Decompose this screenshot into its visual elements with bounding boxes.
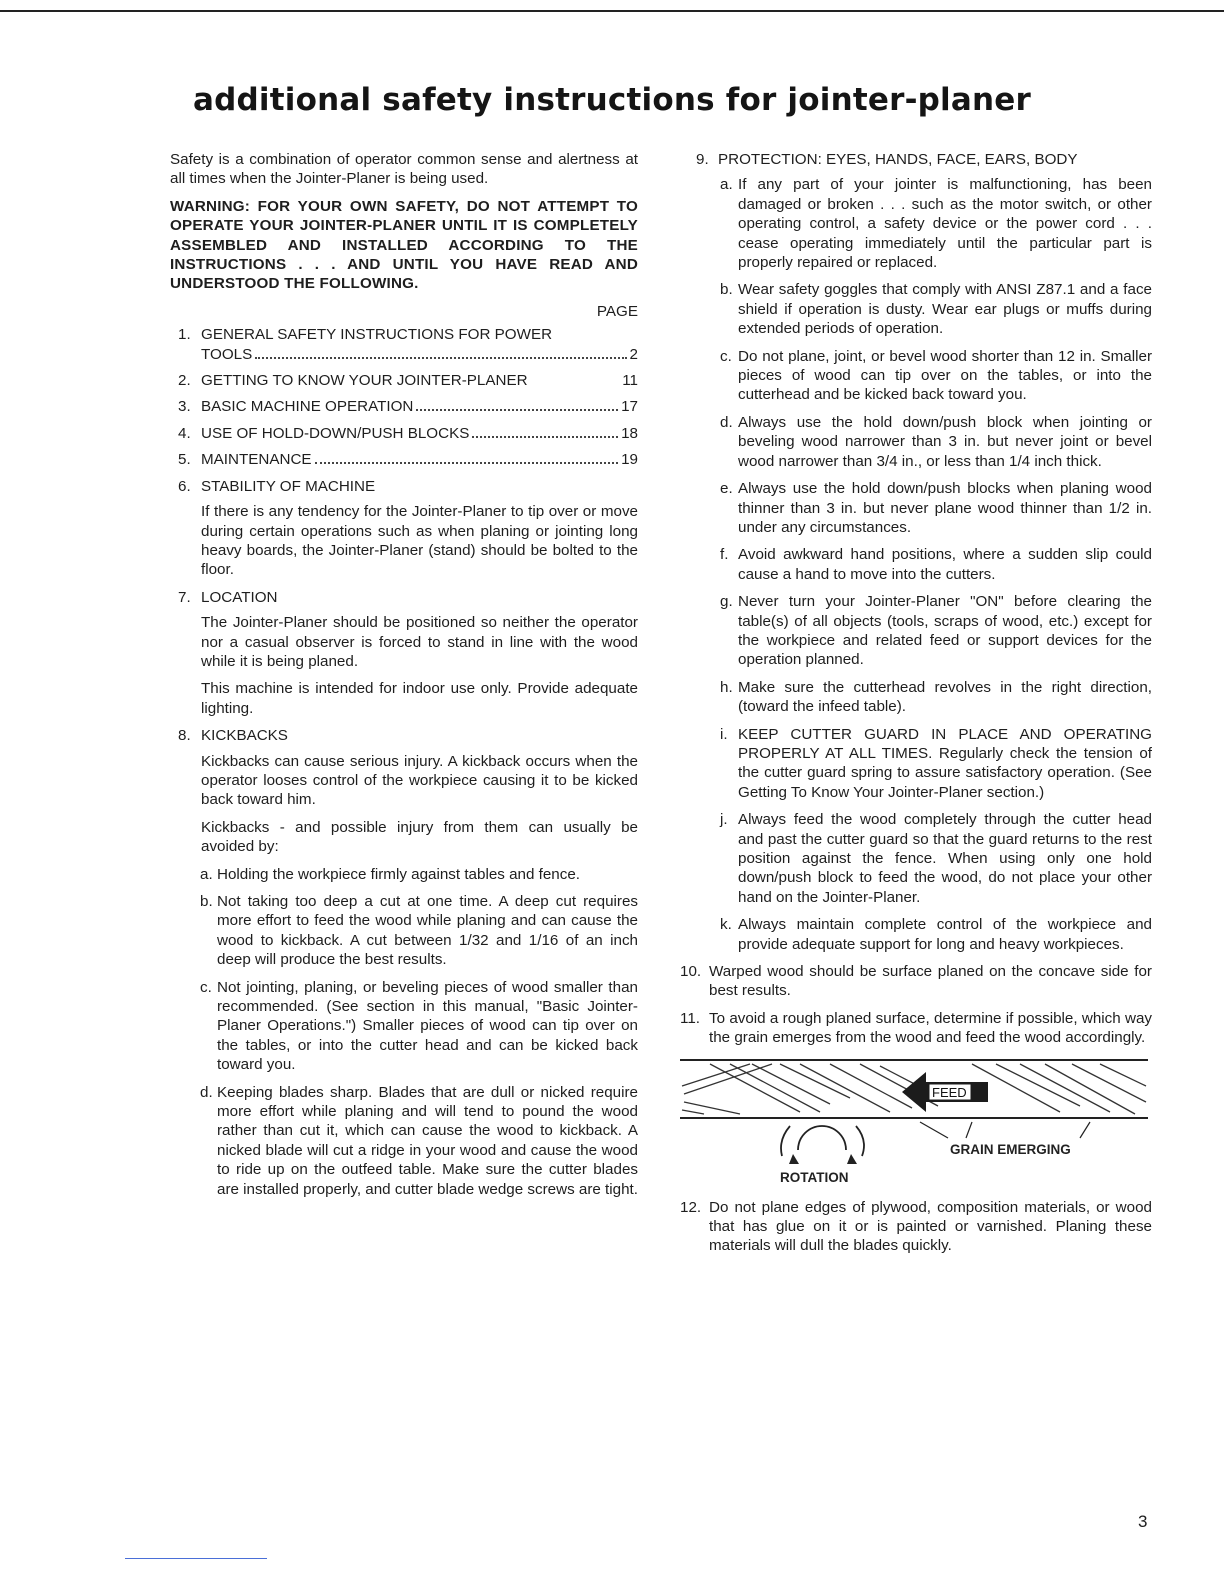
page-number: 3 <box>1138 1512 1148 1531</box>
item-text: Not taking too deep a cut at one time. A deep cut requires more effort to feed the wood while planing and can cause the wood to kickback. A cut between 1/32 and 1/16 of an inch deep will produce the best results. <box>217 893 638 969</box>
section-number: 6. <box>178 477 191 495</box>
item-text: Keeping blades sharp. Blades that are dull or nicked require more effort while planing and will tend to pound the wood rather than cut it, which can cause the wood to kickback. A nicked blade will cut a ridge in your wood and cause the wood to ride up on the outfeed table. Make sure the cutter blades are installed properly, and cutter blade wedge screws are tight. <box>217 1083 638 1198</box>
list-item <box>680 479 1152 537</box>
list-item <box>170 1083 638 1199</box>
footer-link-underline <box>125 1558 267 1559</box>
toc-row <box>170 424 638 443</box>
right-column <box>680 150 1152 1264</box>
list-item <box>680 810 1152 907</box>
numbered-item-12 <box>680 1198 1152 1256</box>
item-letter: i. <box>720 725 728 743</box>
item-letter: g. <box>720 593 733 611</box>
item-letter: e. <box>720 480 733 498</box>
toc-number: 3. <box>178 398 191 416</box>
list-item <box>680 678 1152 717</box>
item-text: KEEP CUTTER GUARD IN PLACE AND OPERATING PROPERLY AT ALL TIMES. Regularly check the tension of the cutter guard spring to assure satisfactory operation. (See Getting To Know Your Jointer-Planer section.) <box>738 725 1152 801</box>
list-item <box>680 545 1152 584</box>
left-column <box>170 150 638 1207</box>
numbered-item-11 <box>680 1009 1152 1048</box>
item-number: 11. <box>680 1009 700 1027</box>
toc-number: 5. <box>178 451 191 469</box>
kickbacks-body-2: Kickbacks - and possible injury from them can usually be avoided by: <box>201 818 638 856</box>
section-heading-protection <box>680 150 1152 169</box>
toc-row <box>170 325 638 364</box>
table-of-contents <box>170 325 638 469</box>
item-number: 10. <box>680 963 702 981</box>
item-text: Never turn your Jointer-Planer "ON" before clearing the table(s) of all objects (tools, scraps of wood, etc.) except for the workpiece and related feed or support devices for the operation planned. <box>738 593 1152 669</box>
list-item <box>170 865 638 884</box>
toc-row <box>170 450 638 469</box>
toc-line <box>201 397 638 416</box>
item-text: Always feed the wood completely through the cutter head and past the cutter guard so that the guard returns to the rest position against the fence. When using only one hold down/push block to feed the wood, do not place your other hand on the Jointer-Planer. <box>738 811 1152 906</box>
item-text: Warped wood should be surface planed on the concave side for best results. <box>709 963 1152 1000</box>
toc-page: 17 <box>621 398 638 416</box>
list-item <box>680 592 1152 670</box>
toc-line <box>201 424 638 443</box>
toc-page-label: PAGE <box>596 302 638 320</box>
toc-title-line2: TOOLS <box>201 345 253 363</box>
grain-emerging-label: GRAIN EMERGING <box>950 1141 1071 1157</box>
item-letter: c. <box>720 347 732 365</box>
item-letter: j. <box>720 811 728 829</box>
toc-line <box>201 345 638 364</box>
toc-page: 11 <box>622 372 638 390</box>
item-letter: d. <box>200 1083 213 1101</box>
toc-line <box>201 450 638 469</box>
list-item <box>680 280 1152 338</box>
list-item <box>680 915 1152 954</box>
section-title: KICKBACKS <box>201 727 288 745</box>
item-letter: b. <box>720 281 733 299</box>
section-number: 9. <box>696 151 709 168</box>
item-number: 12. <box>680 1198 702 1216</box>
feed-label: FEED <box>932 1084 967 1100</box>
item-letter: a. <box>200 865 213 883</box>
toc-row <box>170 371 638 390</box>
stability-body: If there is any tendency for the Jointer-Planer to tip over or move during certain operations such as when planing or jointing long heavy boards, the Jointer-Planer (stand) should be bolted to the floor. <box>201 503 638 579</box>
list-item <box>170 978 638 1075</box>
grain-pointer-lines <box>920 1122 1090 1138</box>
location-body-1: The Jointer-Planer should be positioned so neither the operator nor a casual observer is forced to stand in line with the wood while it is being planed. <box>201 614 638 670</box>
section-title: STABILITY OF MACHINE <box>201 477 376 495</box>
rotation-label: ROTATION <box>780 1169 849 1185</box>
toc-title-line1: GENERAL SAFETY INSTRUCTIONS FOR POWER <box>201 326 553 344</box>
list-item <box>680 175 1152 272</box>
section-title: PROTECTION: EYES, HANDS, FACE, EARS, BODY <box>718 151 1078 168</box>
list-item <box>680 413 1152 471</box>
toc-title: MAINTENANCE <box>201 451 312 469</box>
section-heading-location <box>170 588 638 607</box>
section-number: 7. <box>178 588 191 606</box>
kickbacks-body-1: Kickbacks can cause serious injury. A kickback occurs when the operator looses control of the workpiece causing it to be kicked back toward him. <box>201 752 638 809</box>
toc-leader <box>255 357 626 359</box>
toc-number: 4. <box>178 424 191 442</box>
toc-leader <box>416 409 618 411</box>
item-text: Wear safety goggles that comply with ANSI Z87.1 and a face shield if operation is dusty. Wear ear plugs or muffs during extended periods of operation. <box>738 281 1152 338</box>
item-text: Avoid awkward hand positions, where a sudden slip could cause a hand to move into the cutters. <box>738 546 1152 583</box>
intro-paragraph: Safety is a combination of operator common sense and alertness at all times when the Jointer-Planer is being used. <box>170 151 638 188</box>
item-letter: b. <box>200 893 213 910</box>
item-letter: a. <box>720 176 733 194</box>
item-text: Make sure the cutterhead revolves in the right direction, (toward the infeed table). <box>738 678 1152 716</box>
toc-title: GETTING TO KNOW YOUR JOINTER-PLANER <box>201 372 528 390</box>
list-item <box>170 892 638 970</box>
item-letter: f. <box>720 546 729 564</box>
toc-line <box>201 371 638 390</box>
location-body-2: This machine is intended for indoor use only. Provide adequate lighting. <box>201 680 638 717</box>
item-text: Always use the hold down/push blocks when planing wood thinner than 3 in. but never plane wood thinner than 1/2 in. under any circumstances. <box>738 480 1152 536</box>
section-heading-kickbacks <box>170 726 638 745</box>
section-heading-stability <box>170 477 638 496</box>
item-letter: h. <box>720 678 733 696</box>
item-letter: k. <box>720 916 732 934</box>
toc-page: 19 <box>621 451 638 469</box>
section-number: 8. <box>178 727 191 745</box>
item-text: Always use the hold down/push block when jointing or beveling wood narrower than 3 in. but never joint or bevel wood narrower than 3/4 in., or less than 1/4 inch thick. <box>738 413 1152 470</box>
item-letter: c. <box>200 978 212 996</box>
warning-paragraph: WARNING: FOR YOUR OWN SAFETY, DO NOT ATTEMPT TO OPERATE YOUR JOINTER-PLANER UNTIL IT IS COMPLETELY ASSEMBLED AND INSTALLED ACCORDING TO THE INSTRUCTIONS . . . AND UNTIL YOU HAVE READ AND UNDERSTOOD THE FOLLOWING. <box>170 197 638 293</box>
item-text: Not jointing, planing, or beveling pieces of wood smaller than recommended. (See section in this manual, "Basic Jointer-Planer Operations.") Smaller pieces of wood can tip over on the tables, or into the cutter head and can be kicked back toward you. <box>217 978 638 1074</box>
cutterhead-rotation-icon <box>781 1126 864 1164</box>
toc-title: BASIC MACHINE OPERATION <box>201 398 414 416</box>
toc-leader <box>472 436 618 438</box>
item-text: Holding the workpiece firmly against tables and fence. <box>217 865 581 883</box>
toc-leader <box>315 462 619 464</box>
toc-title: USE OF HOLD-DOWN/PUSH BLOCKS <box>201 424 470 442</box>
page-title: additional safety instructions for jointer-planer <box>193 82 1031 118</box>
item-text: Do not plane, joint, or bevel wood shorter than 12 in. Smaller pieces of wood can tip over on the tables, or into the cutterhead and be kicked back toward you. <box>738 347 1152 404</box>
numbered-item-10 <box>680 962 1152 1001</box>
item-text: To avoid a rough planed surface, determine if possible, which way the grain emerges from the wood and feed the wood accordingly. <box>709 1009 1152 1047</box>
list-item <box>680 347 1152 405</box>
item-text: Do not plane edges of plywood, composition materials, or wood that has glue on it or is painted or varnished. Planing these materials will dull the blades quickly. <box>709 1198 1152 1255</box>
list-item <box>680 725 1152 803</box>
section-title: LOCATION <box>201 588 278 606</box>
toc-row <box>170 397 638 416</box>
toc-number: 1. <box>178 326 191 344</box>
toc-page: 18 <box>621 424 638 442</box>
toc-page: 2 <box>629 345 638 363</box>
item-letter: d. <box>720 413 733 431</box>
toc-number: 2. <box>178 372 191 390</box>
grain-feed-diagram <box>680 1056 1152 1186</box>
item-text: If any part of your jointer is malfunctioning, has been damaged or broken . . . such as the motor switch, or other operating control, a safety device or the power cord . . . cease operating immediately until the particular part is properly repaired or replaced. <box>738 176 1152 272</box>
top-rule <box>0 10 1224 12</box>
item-text: Always maintain complete control of the workpiece and provide adequate support for long and heavy workpieces. <box>738 916 1152 953</box>
